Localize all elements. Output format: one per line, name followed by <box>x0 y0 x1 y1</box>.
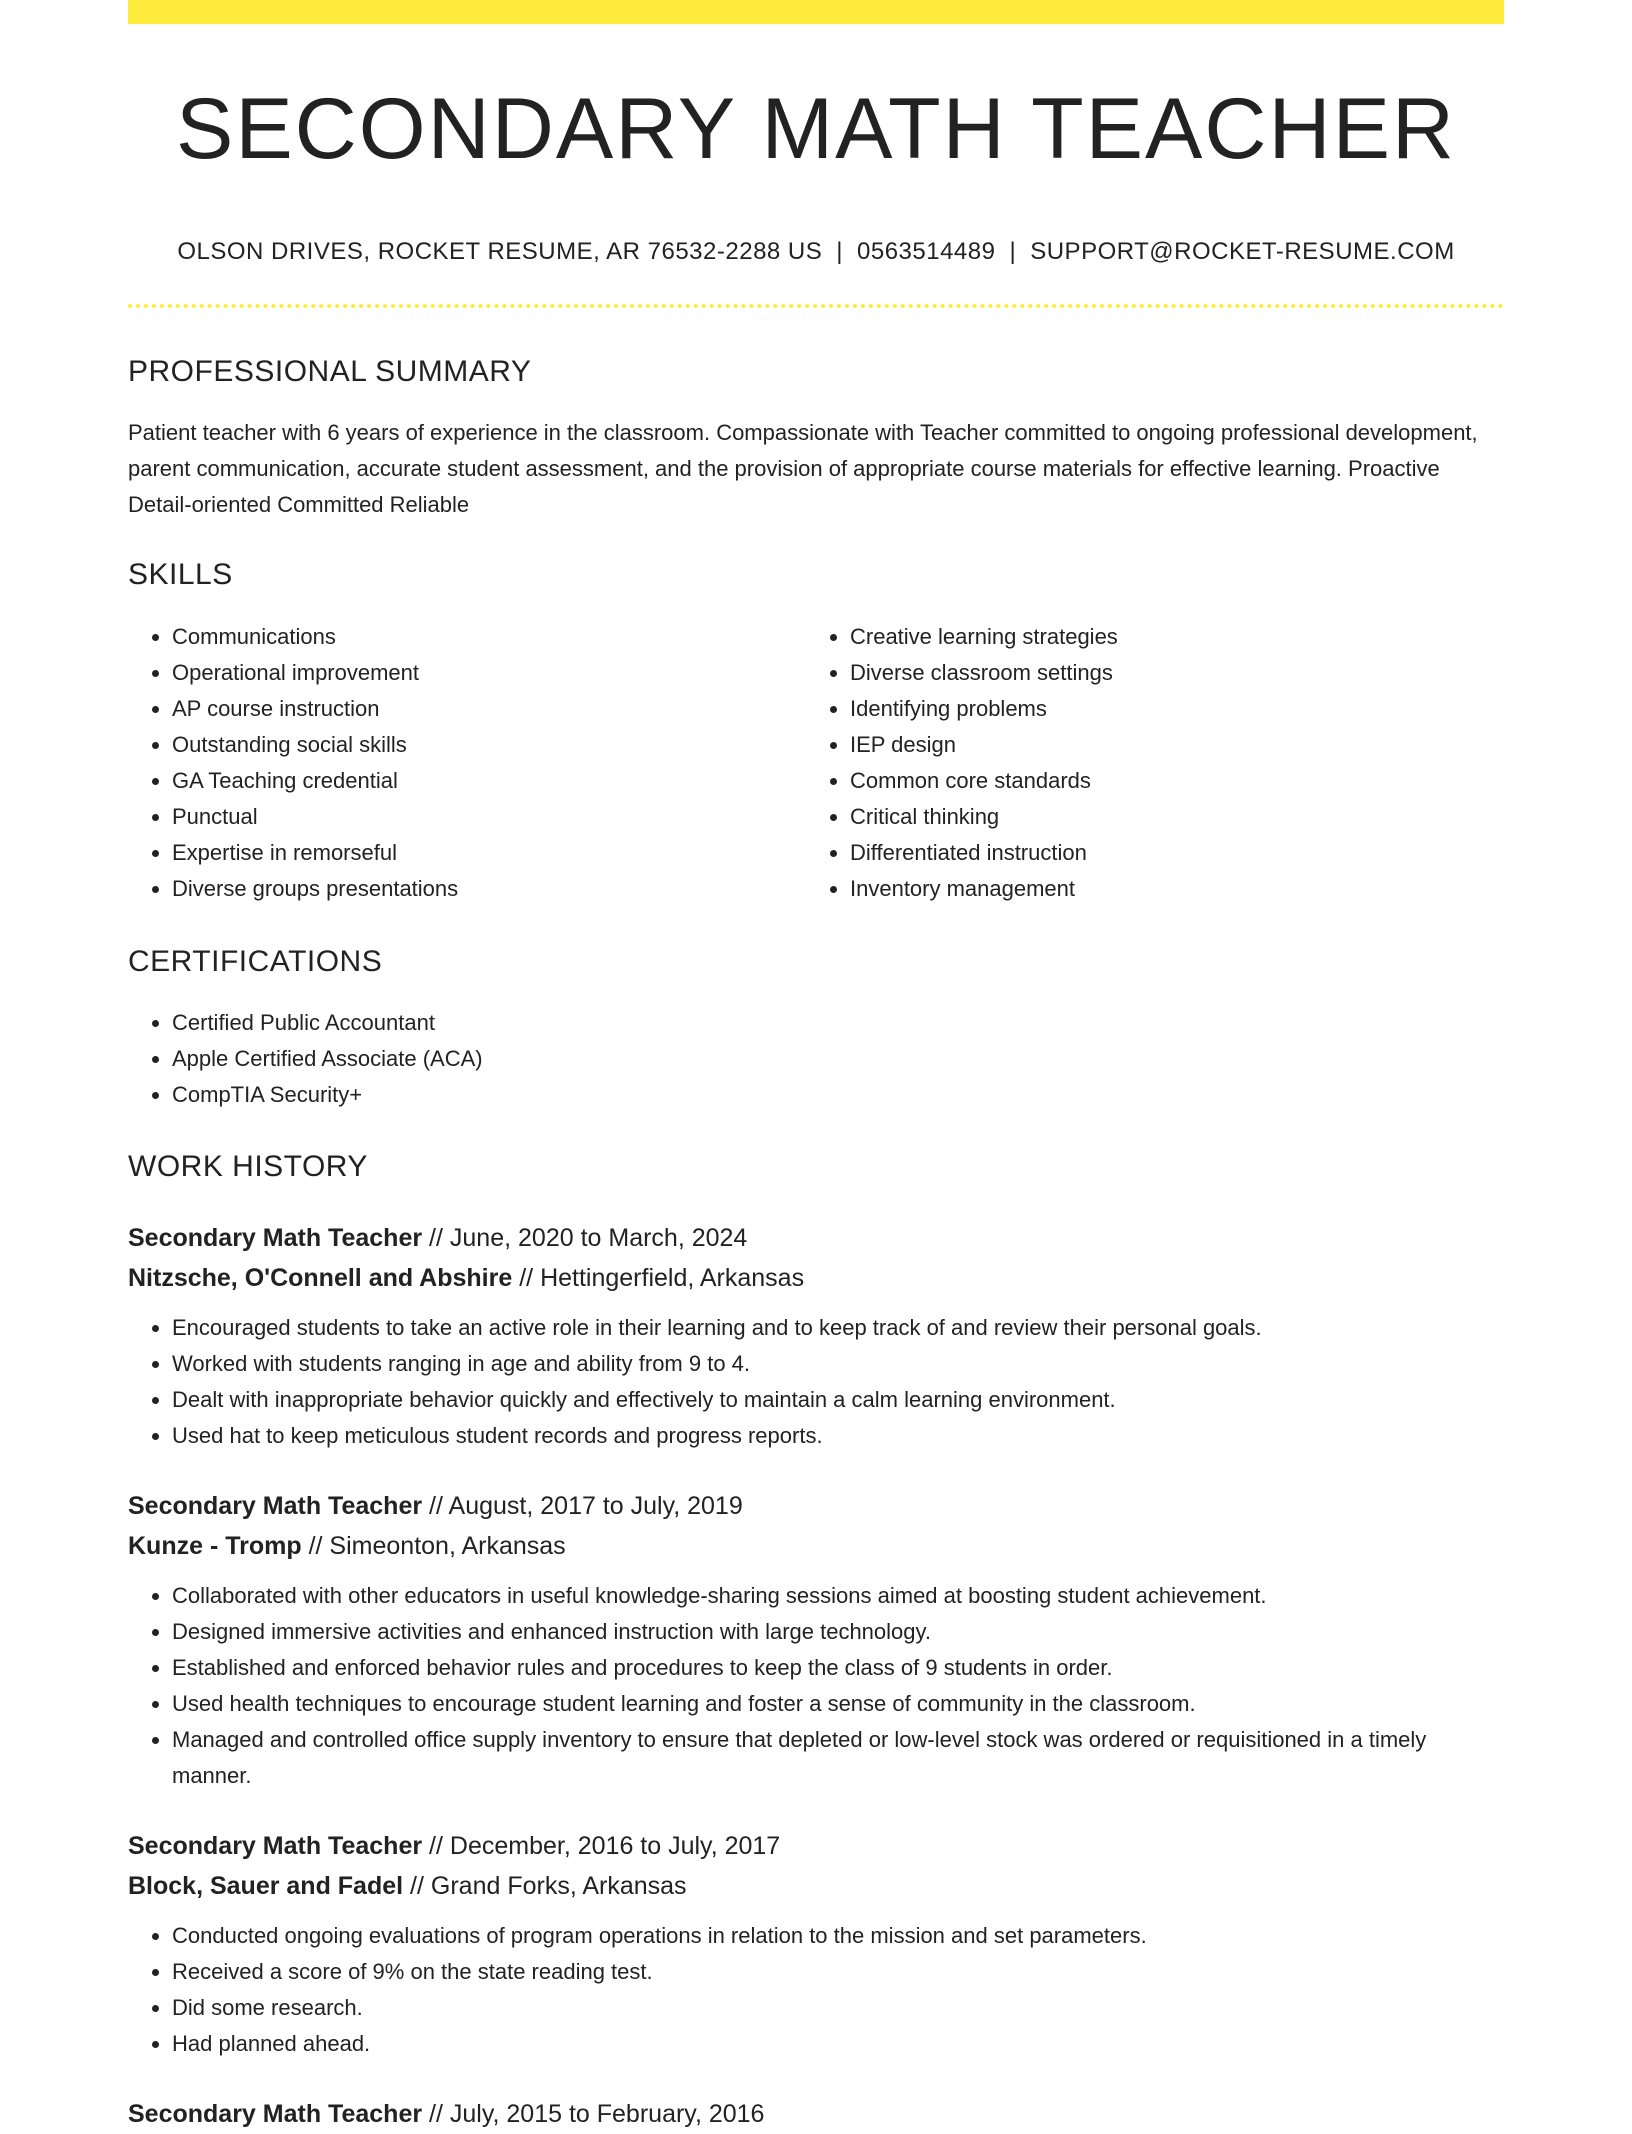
date-separator: // <box>429 2100 443 2128</box>
job-bullet: • Collaborated with other educators in useful knowledge-sharing sessions aimed at boosting student achievement. <box>172 1578 1504 1614</box>
skill-item: • Creative learning strategies <box>850 619 1484 655</box>
summary-text: Patient teacher with 6 years of experience in the classroom. Compassionate with Teacher committed to ongoing professional development, parent communication, accurate student assessment, and the provision of appropriate course materials for effective learning. Proactive Detail-oriented Committed Reliable <box>128 420 1478 517</box>
skill-item: • Differentiated instruction <box>850 835 1484 871</box>
dotted-divider <box>128 304 1504 308</box>
skill-item: • Critical thinking <box>850 799 1484 835</box>
job-bullet: • Managed and controlled office supply inventory to ensure that depleted or low-level stock was ordered or requisitioned in a timely manner. <box>172 1722 1504 1794</box>
skills-heading: SKILLS <box>128 558 233 591</box>
date-separator: // <box>429 1492 443 1520</box>
job-company: Kunze - Tromp <box>128 1532 302 1560</box>
job-dates: December, 2016 to July, 2017 <box>449 1832 781 1860</box>
job-entry <box>128 1486 1504 1794</box>
job-title-line <box>128 2094 1504 2134</box>
contact-separator: | <box>836 238 843 265</box>
work-history-heading: WORK HISTORY <box>128 1150 368 1183</box>
skill-item: • Operational improvement <box>172 655 806 691</box>
date-separator: // <box>410 1872 424 1900</box>
date-separator: // <box>308 1532 323 1560</box>
job-entry <box>128 1218 1504 1454</box>
skill-item: • Punctual <box>172 799 806 835</box>
job-location: Simeonton, Arkansas <box>329 1532 566 1560</box>
skills-grid <box>128 619 1504 907</box>
job-bullets <box>128 1578 1504 1794</box>
date-separator: // <box>429 1832 443 1860</box>
skill-item: • AP course instruction <box>172 691 806 727</box>
phone: 0563514489 <box>857 238 996 265</box>
skill-item: • GA Teaching credential <box>172 763 806 799</box>
resume-page <box>128 0 1504 2134</box>
job-bullet: • Designed immersive activities and enhanced instruction with large technology. <box>172 1614 1504 1650</box>
skill-item: • Diverse groups presentations <box>172 871 806 907</box>
job-bullet: • Worked with students ranging in age and ability from 9 to 4. <box>172 1346 1504 1382</box>
summary-heading: PROFESSIONAL SUMMARY <box>128 355 532 388</box>
skill-item: • Expertise in remorseful <box>172 835 806 871</box>
certifications-list <box>128 1005 1504 1113</box>
skill-item: • IEP design <box>850 727 1484 763</box>
skills-column-left <box>128 619 806 907</box>
job-dates: June, 2020 to March, 2024 <box>449 1224 748 1252</box>
job-bullet: • Received a score of 9% on the state reading test. <box>172 1954 1504 1990</box>
certification-item: • CompTIA Security+ <box>172 1077 1504 1113</box>
job-bullet: • Encouraged students to take an active role in their learning and to keep track of and review their personal goals. <box>172 1310 1504 1346</box>
job-bullet: • Established and enforced behavior rules and procedures to keep the class of 9 students in order. <box>172 1650 1504 1686</box>
job-company: Nitzsche, O'Connell and Abshire <box>128 1264 513 1292</box>
job-company-line <box>128 1258 1504 1298</box>
contact-line <box>128 238 1504 266</box>
skill-item: • Communications <box>172 619 806 655</box>
accent-bar <box>128 0 1504 24</box>
job-company-line <box>128 1866 1504 1906</box>
job-bullet: • Used hat to keep meticulous student records and progress reports. <box>172 1418 1504 1454</box>
job-title-line <box>128 1826 1504 1866</box>
certification-item: • Apple Certified Associate (ACA) <box>172 1041 1504 1077</box>
job-location: Grand Forks, Arkansas <box>430 1872 687 1900</box>
job-role: Secondary Math Teacher <box>128 1832 423 1860</box>
job-bullet: • Had planned ahead. <box>172 2026 1504 2062</box>
job-role: Secondary Math Teacher <box>128 1492 423 1520</box>
job-location: Hettingerfield, Arkansas <box>540 1264 805 1292</box>
job-bullets <box>128 1310 1504 1454</box>
job-dates: August, 2017 to July, 2019 <box>448 1492 743 1520</box>
skills-list-left <box>128 619 806 907</box>
certification-item: • Certified Public Accountant <box>172 1005 1504 1041</box>
date-separator: // <box>519 1264 534 1292</box>
job-entry <box>128 2094 1504 2134</box>
job-bullet: • Conducted ongoing evaluations of program operations in relation to the mission and set parameters. <box>172 1918 1504 1954</box>
job-company: Block, Sauer and Fadel <box>128 1872 404 1900</box>
certifications-heading: CERTIFICATIONS <box>128 945 383 978</box>
job-role: Secondary Math Teacher <box>128 2100 423 2128</box>
job-title-line <box>128 1486 1504 1526</box>
email-link[interactable]: SUPPORT@ROCKET-RESUME.COM <box>1030 238 1455 265</box>
contact-separator: | <box>1009 238 1017 265</box>
job-bullet: • Did some research. <box>172 1990 1504 2026</box>
skills-column-right <box>806 619 1484 907</box>
skill-item: • Identifying problems <box>850 691 1484 727</box>
job-bullets <box>128 1918 1504 2062</box>
skill-item: • Inventory management <box>850 871 1484 907</box>
job-bullet: • Dealt with inappropriate behavior quickly and effectively to maintain a calm learning environment. <box>172 1382 1504 1418</box>
resume-title: SECONDARY MATH TEACHER <box>175 81 1457 177</box>
job-dates: July, 2015 to February, 2016 <box>449 2100 765 2128</box>
job-entry <box>128 1826 1504 2062</box>
skills-list-right <box>806 619 1484 907</box>
skill-item: • Outstanding social skills <box>172 727 806 763</box>
address: OLSON DRIVES, ROCKET RESUME, AR 76532-2288 US <box>177 238 823 265</box>
job-company-line <box>128 1526 1504 1566</box>
skill-item: • Diverse classroom settings <box>850 655 1484 691</box>
skill-item: • Common core standards <box>850 763 1484 799</box>
job-bullet: • Used health techniques to encourage student learning and foster a sense of community in the classroom. <box>172 1686 1504 1722</box>
date-separator: // <box>429 1224 443 1252</box>
job-role: Secondary Math Teacher <box>128 1224 423 1252</box>
job-title-line <box>128 1218 1504 1258</box>
